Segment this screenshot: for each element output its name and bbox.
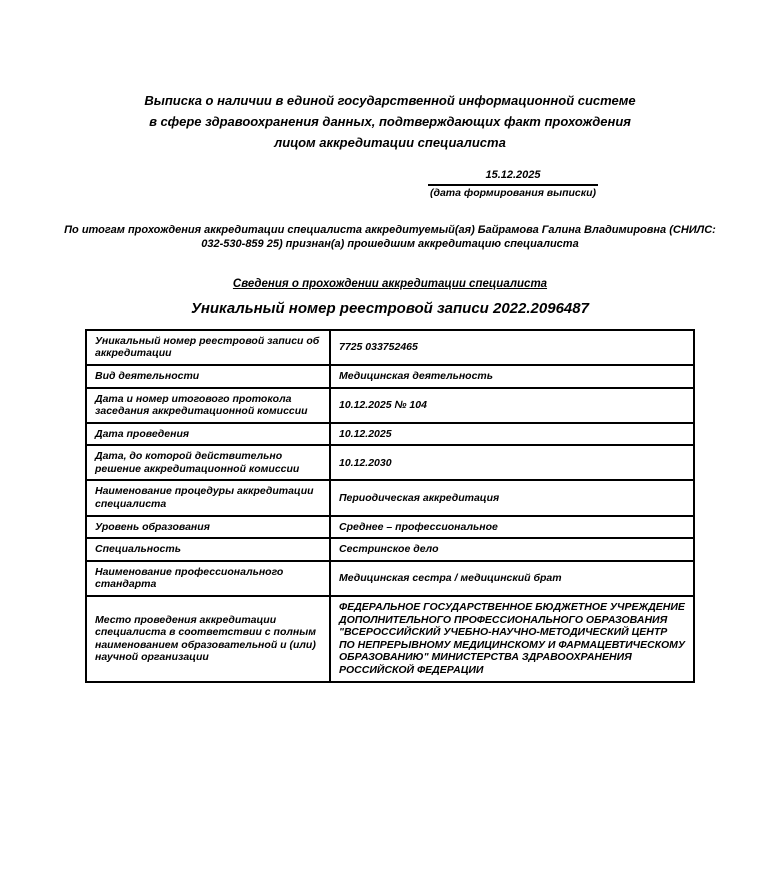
table-row [86,445,694,480]
page-title: Выписка о наличии в единой государственной информационной системе в сфере здравоохранения данных, подтверждающих факт прохождения лицом аккредитации специалиста [144,93,636,151]
row-value: ФЕДЕРАЛЬНОЕ ГОСУДАРСТВЕННОЕ БЮДЖЕТНОЕ УЧРЕЖДЕНИЕ ДОПОЛНИТЕЛЬНОГО ПРОФЕССИОНАЛЬНОГО ОБРАЗОВАНИЯ "ВСЕРОССИЙСКИЙ УЧЕБНО-НАУЧНО-МЕТОДИЧЕСКИЙ ЦЕНТР ПО НЕПРЕРЫВНОМУ МЕДИЦИНСКОМУ И ФАРМАЦЕВТИЧЕСКОМУ ОБРАЗОВАНИЮ" МИНИСТЕРСТВА ЗДРАВООХРАНЕНИЯ РОССИЙСКОЙ ФЕДЕРАЦИИ [330,596,694,682]
row-value: 10.12.2025 № 104 [330,388,694,423]
table-row [86,596,694,682]
row-value: Медицинская сестра / медицинский брат [330,561,694,596]
table-row [86,423,694,446]
row-value: 10.12.2030 [330,445,694,480]
row-value: 10.12.2025 [330,423,694,446]
registry-number-heading: Уникальный номер реестровой записи 2022.2096487 [191,299,589,317]
section-heading: Сведения о прохождении аккредитации специалиста [232,277,548,290]
issue-date-block [428,169,598,199]
row-label: Вид деятельности [86,365,330,388]
row-label: Специальность [86,538,330,561]
row-label: Наименование профессионального стандарта [86,561,330,596]
table-row [86,516,694,539]
table-row [86,330,694,365]
table-row [86,480,694,515]
issue-date-caption: (дата формирования выписки) [429,187,597,200]
row-label: Дата проведения [86,423,330,446]
table-row [86,388,694,423]
row-label: Место проведения аккредитации специалиста в соответствии с полным наименованием образовательной и (или) научной организации [86,596,330,682]
accreditation-statement: По итогам прохождения аккредитации специалиста аккредитуемый(ая) Байрамова Галина Владимировна (СНИЛС: 032-530-859 25) признан(а) прошедшим аккредитацию специалиста [64,224,716,251]
issue-date-value: 15.12.2025 [428,169,598,186]
accreditation-table [85,329,695,683]
row-value: Медицинская деятельность [330,365,694,388]
row-label: Уровень образования [86,516,330,539]
row-value: Среднее – профессиональное [330,516,694,539]
row-value: 7725 033752465 [330,330,694,365]
table-row [86,561,694,596]
row-label: Наименование процедуры аккредитации специалиста [86,480,330,515]
row-label: Уникальный номер реестровой записи об аккредитации [86,330,330,365]
row-value: Сестринское дело [330,538,694,561]
table-row [86,538,694,561]
row-value: Периодическая аккредитация [330,480,694,515]
table-row [86,365,694,388]
row-label: Дата, до которой действительно решение аккредитационной комиссии [86,445,330,480]
row-label: Дата и номер итогового протокола заседания аккредитационной комиссии [86,388,330,423]
